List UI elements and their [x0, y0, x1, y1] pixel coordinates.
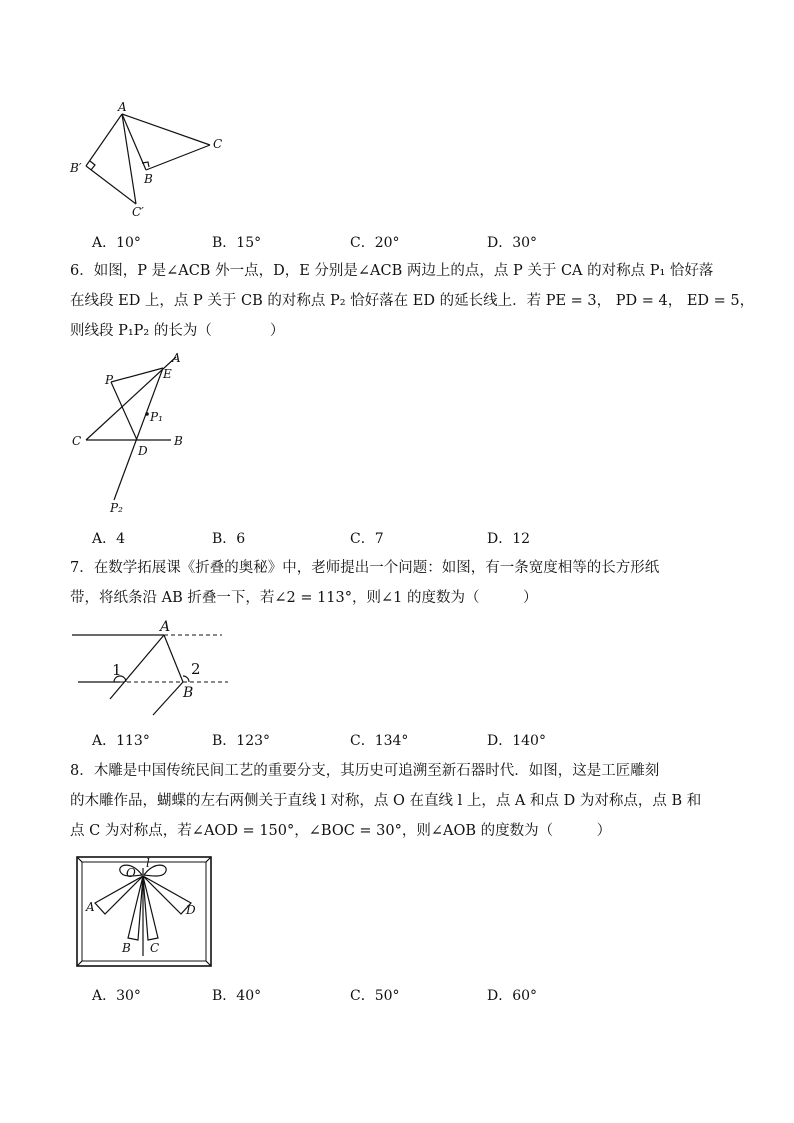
q5-label-b: B	[144, 172, 153, 186]
q7-lines	[72, 635, 228, 715]
q6-option-a[interactable]: A．4	[92, 531, 126, 547]
q8-option-c[interactable]: C．50°	[350, 988, 400, 1004]
q6-label-p1: P₁	[150, 410, 163, 424]
q5-option-b[interactable]: B．15°	[212, 235, 262, 251]
q5-figure	[66, 100, 236, 220]
q8-line: 点 C 为对称点，若∠AOD = 150°，∠BOC = 30°，则∠AOB 的度数为（ ）	[70, 823, 612, 839]
q8-figure	[76, 856, 216, 968]
q6-label-a: A	[172, 351, 181, 365]
q5-label-a: A	[118, 100, 127, 114]
q6-label-c: C	[72, 434, 82, 448]
q7-label-a: A	[160, 619, 171, 635]
q7-option-c[interactable]: C．134°	[350, 733, 409, 749]
q7-label-b: B	[183, 685, 194, 701]
q8-label-b: B	[122, 941, 131, 955]
q8-option-d[interactable]: D．60°	[487, 988, 538, 1004]
q6-option-d[interactable]: D．12	[487, 531, 531, 547]
q5-label-c-prime: C′	[132, 205, 144, 219]
q8-label-l: l	[146, 856, 150, 870]
q5-option-a[interactable]: A．10°	[92, 235, 141, 251]
q6-figure	[66, 350, 206, 520]
q7-line: 7．在数学拓展课《折叠的奥秘》中，老师提出一个问题：如图，有一条宽度相等的长方形纸	[70, 560, 660, 576]
q5-options	[92, 232, 732, 252]
q8-butterfly	[95, 865, 191, 956]
q6-options	[92, 528, 732, 548]
q5-option-d[interactable]: D．30°	[487, 235, 538, 251]
q8-line: 8．木雕是中国传统民间工艺的重要分支，其历史可追溯至新石器时代．如图，这是工匠雕刻	[70, 763, 660, 779]
q8-line: 的木雕作品，蝴蝶的左右两侧关于直线 l 对称，点 O 在直线 l 上，点 A 和点 D 为对称点，点 B 和	[70, 793, 702, 809]
q7-option-b[interactable]: B．123°	[212, 733, 271, 749]
q6-option-c[interactable]: C．7	[350, 531, 384, 547]
q7-label-angle-2: 2	[191, 660, 201, 678]
q7-label-angle-1: 1	[112, 661, 122, 679]
q6-label-p2: P₂	[110, 501, 123, 515]
q7-option-d[interactable]: D．140°	[487, 733, 546, 749]
q8-label-a: A	[86, 900, 95, 914]
q6-label-d: D	[138, 444, 148, 458]
q7-line: 带，将纸条沿 AB 折叠一下，若∠2 = 113°，则∠1 的度数为（ ）	[70, 590, 538, 606]
q6-option-b[interactable]: B．6	[212, 531, 246, 547]
q7-options	[92, 730, 732, 750]
q6-line: 6．如图，P 是∠ACB 外一点，D，E 分别是∠ACB 两边上的点，点 P 关于 CA 的对称点 P₁ 恰好落	[70, 263, 714, 279]
q5-label-c: C	[213, 137, 223, 151]
q8-stem	[70, 756, 726, 846]
q8-option-a[interactable]: A．30°	[92, 988, 141, 1004]
q6-line: 则线段 P₁P₂ 的长为（ ）	[70, 323, 285, 339]
q8-label-d: D	[186, 903, 196, 917]
q6-label-p: P	[105, 373, 114, 387]
q6-line: 在线段 ED 上，点 P 关于 CB 的对称点 P₂ 恰好落在 ED 的延长线上．若 PE = 3， PD = 4， ED = 5，	[70, 293, 755, 309]
q7-stem	[70, 553, 726, 613]
q8-options	[92, 985, 732, 1005]
q5-option-c[interactable]: C．20°	[350, 235, 400, 251]
q7-option-a[interactable]: A．113°	[92, 733, 150, 749]
q8-option-b[interactable]: B．40°	[212, 988, 262, 1004]
q6-label-e: E	[163, 367, 172, 381]
q8-label-o: O	[126, 866, 136, 880]
q5-lines	[86, 114, 210, 204]
q7-figure	[66, 615, 236, 720]
q6-stem	[70, 256, 755, 346]
q8-label-c: C	[150, 941, 160, 955]
q6-label-b: B	[174, 434, 183, 448]
q5-label-b-prime: B′	[70, 161, 82, 175]
